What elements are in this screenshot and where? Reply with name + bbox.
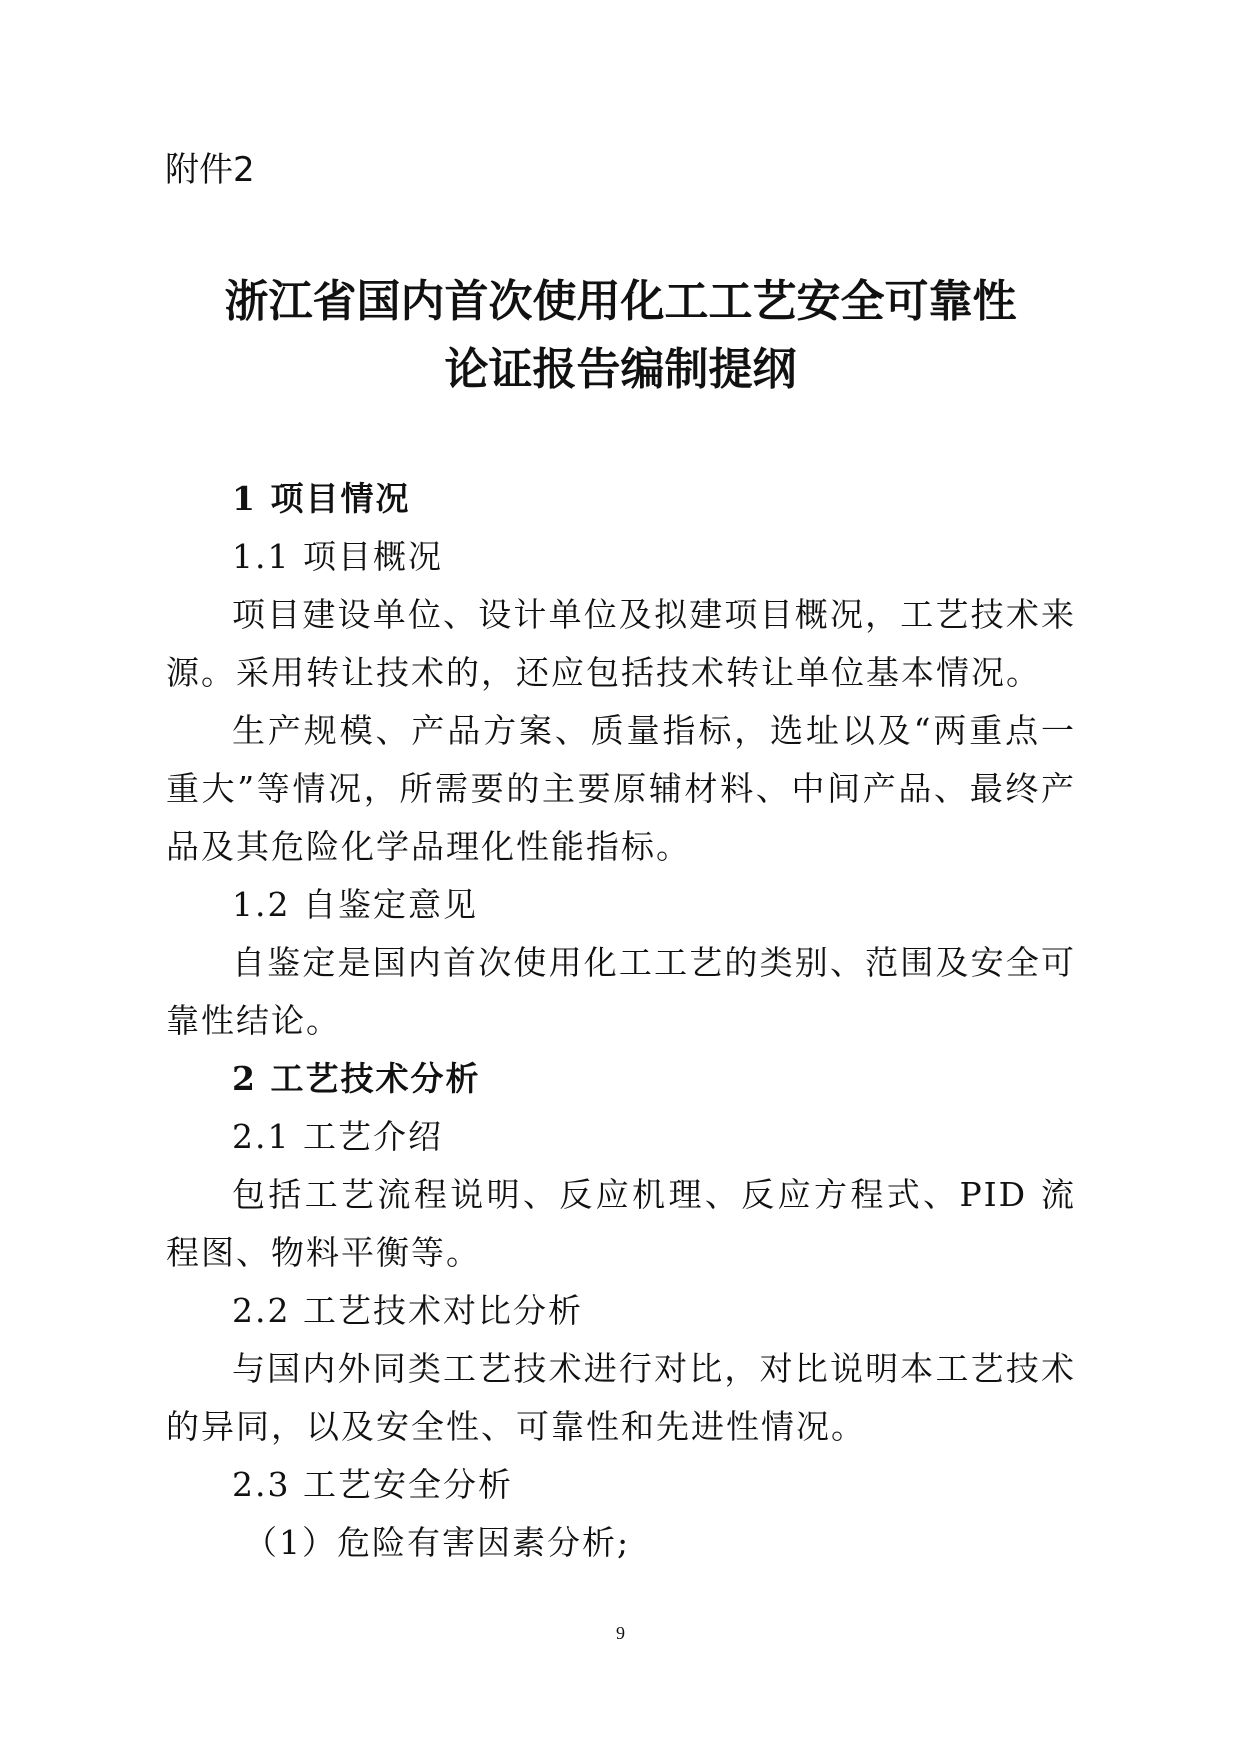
subsection-heading-2-1: 2.1 工艺介绍 bbox=[232, 1117, 443, 1156]
paragraph-project-overview: 项目建设单位、设计单位及拟建项目概况，工艺技术来源。采用转让技术的，还应包括技术转让单位基本情况。 bbox=[166, 595, 1076, 692]
paragraph-process-comparison: 与国内外同类工艺技术进行对比，对比说明本工艺技术的异同，以及安全性、可靠性和先进性情况。 bbox=[166, 1349, 1076, 1446]
document-title-line-1: 浙江省国内首次使用化工工艺安全可靠性 bbox=[224, 276, 1017, 327]
page-number: 9 bbox=[616, 1623, 625, 1643]
attachment-label: 附件2 bbox=[165, 150, 255, 190]
subsection-heading-1-2: 1.2 自鉴定意见 bbox=[232, 885, 478, 924]
paragraph-production-scale: 生产规模、产品方案、质量指标，选址以及“两重点一重大”等情况，所需要的主要原辅材料、中间产品、最终产品及其危险化学品理化性能指标。 bbox=[166, 711, 1076, 866]
subsection-heading-2-2: 2.2 工艺技术对比分析 bbox=[232, 1291, 583, 1330]
section-heading-1: 1 项目情况 bbox=[232, 479, 411, 518]
subsection-heading-2-3: 2.3 工艺安全分析 bbox=[232, 1465, 513, 1504]
paragraph-process-introduction: 包括工艺流程说明、反应机理、反应方程式、PID 流程图、物料平衡等。 bbox=[166, 1175, 1076, 1272]
document-body bbox=[166, 470, 1076, 1572]
list-item-hazard-analysis: （1）危险有害因素分析; bbox=[244, 1523, 631, 1562]
section-heading-2: 2 工艺技术分析 bbox=[232, 1059, 481, 1098]
subsection-heading-1-1: 1.1 项目概况 bbox=[232, 537, 443, 576]
document-title-line-2: 论证报告编制提纲 bbox=[444, 344, 797, 395]
paragraph-self-assessment: 自鉴定是国内首次使用化工工艺的类别、范围及安全可靠性结论。 bbox=[166, 943, 1076, 1040]
